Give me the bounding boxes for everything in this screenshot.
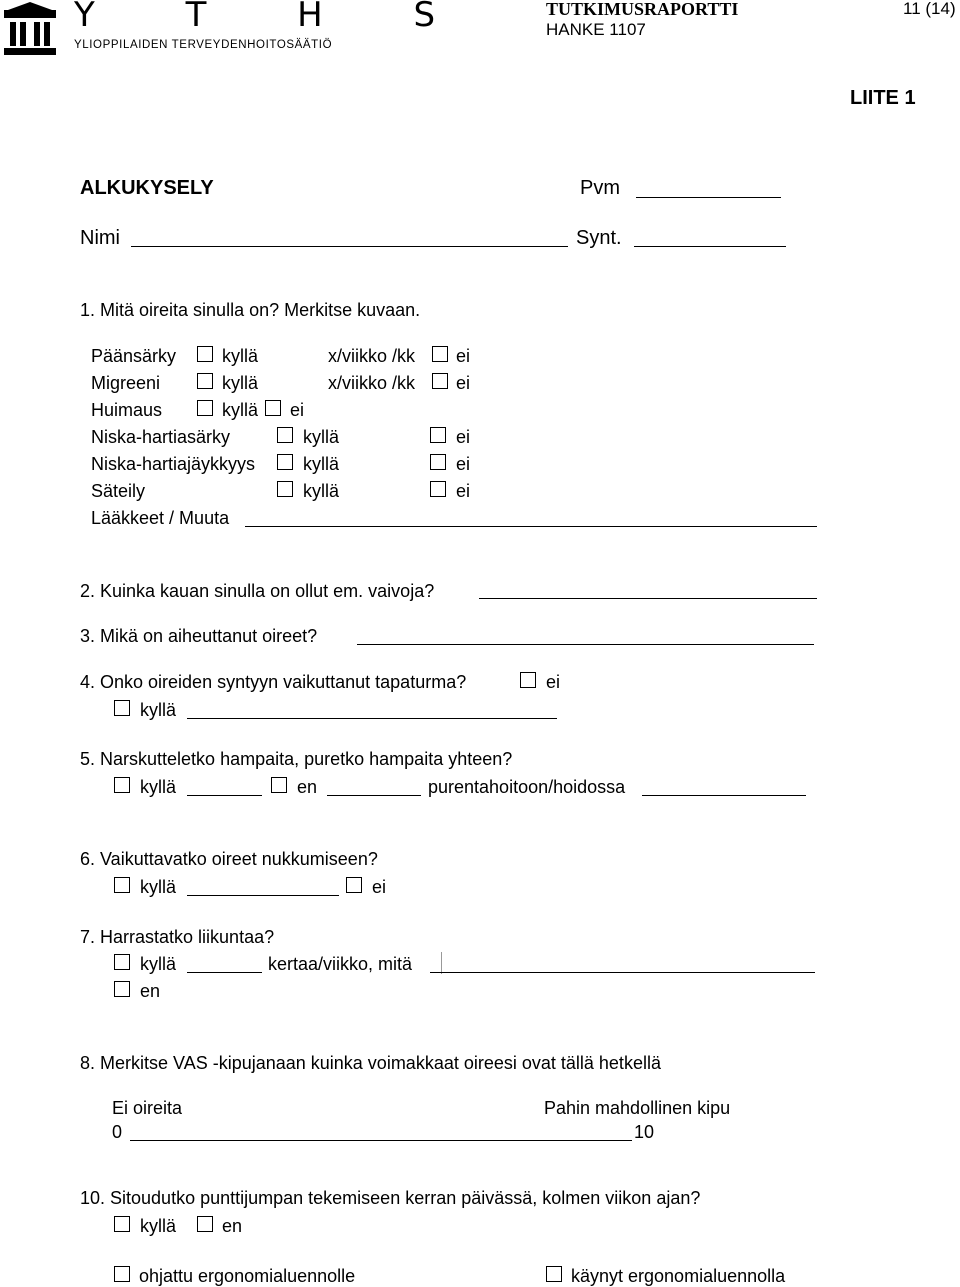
checkbox-no[interactable] (430, 427, 446, 443)
name-field[interactable] (131, 246, 568, 247)
treatment-label: purentahoitoon/hoidossa (428, 777, 626, 797)
vas-left-label: Ei oireita (112, 1098, 183, 1118)
checkbox-yes[interactable] (114, 777, 130, 793)
cause-field[interactable] (357, 644, 814, 645)
accident-field[interactable] (187, 718, 557, 719)
no-label: en (140, 981, 161, 1001)
yes-label: kyllä (222, 373, 259, 393)
checkbox-no[interactable] (432, 346, 448, 362)
checkbox-no[interactable] (114, 981, 130, 997)
symptom-name: Migreeni (91, 373, 161, 393)
no-label: ei (456, 373, 471, 393)
vas-max: 10 (634, 1122, 655, 1142)
checkbox-yes[interactable] (197, 400, 213, 416)
checkbox-yes[interactable] (114, 877, 130, 893)
duration-field[interactable] (479, 598, 817, 599)
checkbox-lecture-referred[interactable] (114, 1266, 130, 1282)
yes-label: kyllä (140, 1216, 177, 1236)
symptom-name: Huimaus (91, 400, 163, 420)
checkbox-no[interactable] (430, 454, 446, 470)
checkbox-yes[interactable] (114, 700, 130, 716)
symptom-name: Niska-hartiajäykkyys (91, 454, 256, 474)
question-1: 1. Mitä oireita sinulla on? Merkitse kuvaan. (80, 300, 421, 320)
checkbox-yes[interactable] (277, 427, 293, 443)
checkbox-no[interactable] (346, 877, 362, 893)
no-label: ei (456, 346, 471, 366)
no-field[interactable] (327, 795, 421, 796)
logo-wordmark: Y T H S (74, 0, 476, 35)
frequency-label: kertaa/viikko, mitä (268, 954, 413, 974)
yes-label: kyllä (140, 954, 177, 974)
yes-field[interactable] (187, 795, 262, 796)
symptom-name: Säteily (91, 481, 146, 501)
symptom-name: Niska-hartiasärky (91, 427, 231, 447)
checkbox-yes[interactable] (277, 454, 293, 470)
no-label: ei (546, 672, 561, 692)
checkbox-lecture-attended[interactable] (546, 1266, 562, 1282)
yes-label: kyllä (140, 777, 177, 797)
checkbox-no[interactable] (265, 400, 281, 416)
yes-label: kyllä (303, 454, 340, 474)
no-label: ei (290, 400, 305, 420)
logo-subtitle: YLIOPPILAIDEN TERVEYDENHOITOSÄÄTIÖ (74, 39, 333, 51)
checkbox-yes[interactable] (277, 481, 293, 497)
question-4: 4. Onko oireiden syntyyn vaikuttanut tapaturma? (80, 672, 467, 692)
question-2: 2. Kuinka kauan sinulla on ollut em. vaivoja? (80, 581, 435, 601)
sleep-field[interactable] (187, 895, 339, 896)
birth-label: Synt. (576, 227, 622, 249)
project-number: HANKE 1107 (546, 20, 646, 39)
checkbox-no[interactable] (430, 481, 446, 497)
question-3: 3. Mikä on aiheuttanut oireet? (80, 626, 318, 646)
yes-label: kyllä (303, 427, 340, 447)
no-label: ei (456, 427, 471, 447)
yes-label: kyllä (303, 481, 340, 501)
checkbox-yes[interactable] (197, 346, 213, 362)
yths-logo-icon (2, 2, 58, 56)
checkbox-no[interactable] (432, 373, 448, 389)
checkbox-yes[interactable] (114, 954, 130, 970)
yes-label: kyllä (140, 700, 177, 720)
no-label: ei (456, 454, 471, 474)
form-title: ALKUKYSELY (80, 177, 214, 199)
question-6: 6. Vaikuttavatko oireet nukkumiseen? (80, 849, 378, 869)
checkbox-yes[interactable] (114, 1216, 130, 1232)
yes-label: kyllä (140, 877, 177, 897)
question-7: 7. Harrastatko liikuntaa? (80, 927, 275, 947)
treatment-field[interactable] (642, 795, 806, 796)
text-cursor (441, 952, 442, 974)
checkbox-no[interactable] (520, 672, 536, 688)
lecture-referred-label: ohjattu ergonomialuennolle (139, 1266, 356, 1286)
birth-field[interactable] (634, 246, 786, 247)
medication-label: Lääkkeet / Muuta (91, 508, 230, 528)
times-field[interactable] (187, 972, 262, 973)
lecture-attended-label: käynyt ergonomialuennolla (571, 1266, 786, 1286)
vas-scale-line[interactable] (130, 1140, 632, 1141)
frequency-label: x/viikko /kk (328, 373, 416, 393)
name-label: Nimi (80, 227, 120, 249)
no-label: ei (372, 877, 387, 897)
vas-right-label: Pahin mahdollinen kipu (544, 1098, 731, 1118)
no-label: ei (456, 481, 471, 501)
vas-min: 0 (112, 1122, 123, 1142)
medication-field[interactable] (245, 526, 817, 527)
symptom-name: Päänsärky (91, 346, 177, 366)
yes-label: kyllä (222, 346, 259, 366)
question-5: 5. Narskutteletko hampaita, puretko hampaita yhteen? (80, 749, 513, 769)
checkbox-no[interactable] (271, 777, 287, 793)
question-10: 10. Sitoudutko punttijumpan tekemiseen kerran päivässä, kolmen viikon ajan? (80, 1188, 701, 1208)
checkbox-no[interactable] (197, 1216, 213, 1232)
activity-field[interactable] (430, 972, 815, 973)
no-label: en (297, 777, 318, 797)
yes-label: kyllä (222, 400, 259, 420)
frequency-label: x/viikko /kk (328, 346, 416, 366)
appendix-label: LIITE 1 (850, 87, 916, 109)
date-field[interactable] (636, 197, 781, 198)
question-8: 8. Merkitse VAS -kipujanaan kuinka voimakkaat oireesi ovat tällä hetkellä (80, 1053, 661, 1073)
page-number: 11 (14) (903, 0, 956, 18)
no-label: en (222, 1216, 243, 1236)
report-title: TUTKIMUSRAPORTTI (546, 0, 739, 19)
date-label: Pvm (580, 177, 620, 199)
checkbox-yes[interactable] (197, 373, 213, 389)
